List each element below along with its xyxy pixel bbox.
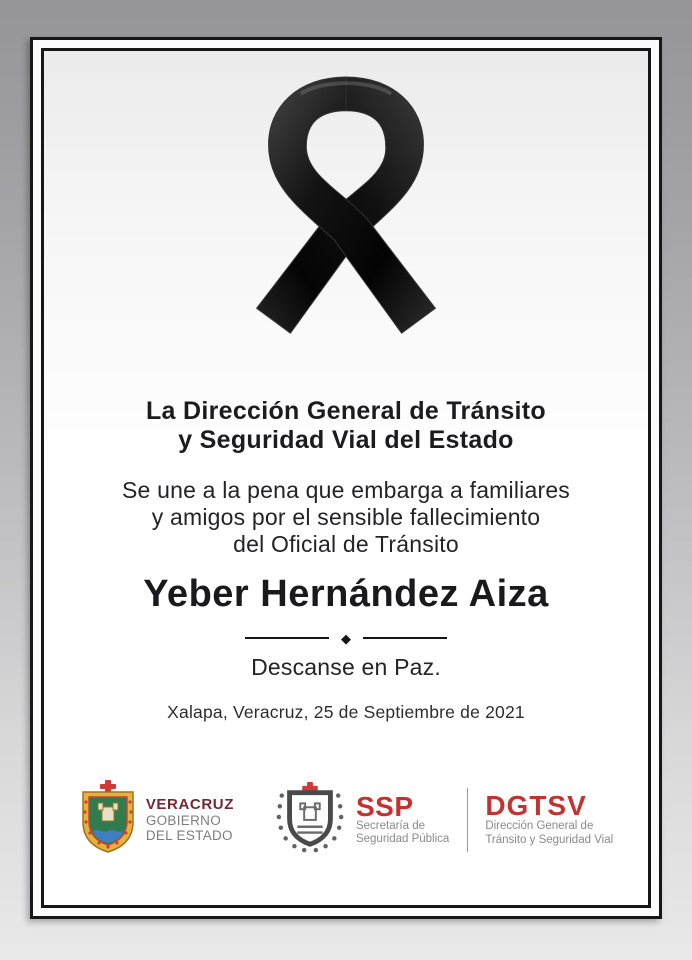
ssp-logo-sub1: Secretaría de bbox=[355, 819, 426, 832]
dgtsv-logo-sub2: Tránsito y Seguridad Vial bbox=[485, 833, 614, 846]
condolence-message-line2: y amigos por el sensible fallecimiento bbox=[151, 504, 541, 530]
dgtsv-logo-sub1: Dirección General de bbox=[485, 820, 594, 832]
veracruz-coat-of-arms-icon bbox=[79, 780, 137, 859]
veracruz-logo bbox=[79, 780, 234, 859]
condolence-message bbox=[122, 477, 570, 558]
ssp-logo-text bbox=[355, 790, 450, 847]
organization-title-line1: La Dirección General de Tránsito bbox=[145, 397, 546, 425]
poster-outer-frame bbox=[30, 37, 662, 919]
rest-in-peace-text: Descanse en Paz. bbox=[251, 654, 441, 680]
ssp-shield-icon bbox=[274, 779, 346, 860]
ssp-logo bbox=[274, 779, 449, 860]
veracruz-logo-name: VERACRUZ bbox=[145, 795, 234, 813]
poster-inner-frame bbox=[41, 48, 651, 908]
diamond-icon: ◆ bbox=[341, 630, 351, 646]
divider-line-left bbox=[245, 637, 329, 639]
mourning-ribbon-icon bbox=[240, 73, 452, 353]
deceased-name: Yeber Hernández Aiza bbox=[143, 573, 549, 615]
condolence-message-line3: del Oficial de Tránsito bbox=[233, 531, 459, 557]
organization-title bbox=[146, 397, 546, 455]
ssp-logo-acronym: SSP bbox=[355, 790, 414, 822]
dgtsv-logo bbox=[485, 792, 613, 847]
condolence-message-line1: Se une a la pena que embarga a familiares bbox=[121, 477, 571, 503]
dgtsv-logo-acronym: DGTSV bbox=[485, 790, 587, 821]
dateline: Xalapa, Veracruz, 25 de Septiembre de 2021 bbox=[167, 702, 525, 722]
veracruz-logo-sub1: GOBIERNO bbox=[145, 812, 221, 828]
ssp-logo-sub2: Seguridad Pública bbox=[355, 833, 450, 845]
divider-line-right bbox=[363, 637, 447, 639]
decorative-divider bbox=[245, 631, 447, 645]
footer-logos bbox=[79, 779, 613, 860]
dgtsv-logo-text bbox=[485, 792, 613, 847]
veracruz-logo-sub2: DEL ESTADO bbox=[145, 828, 233, 843]
veracruz-logo-text bbox=[146, 796, 234, 844]
logo-separator-line bbox=[467, 788, 468, 852]
organization-title-line2: y Seguridad Vial del Estado bbox=[178, 426, 514, 454]
